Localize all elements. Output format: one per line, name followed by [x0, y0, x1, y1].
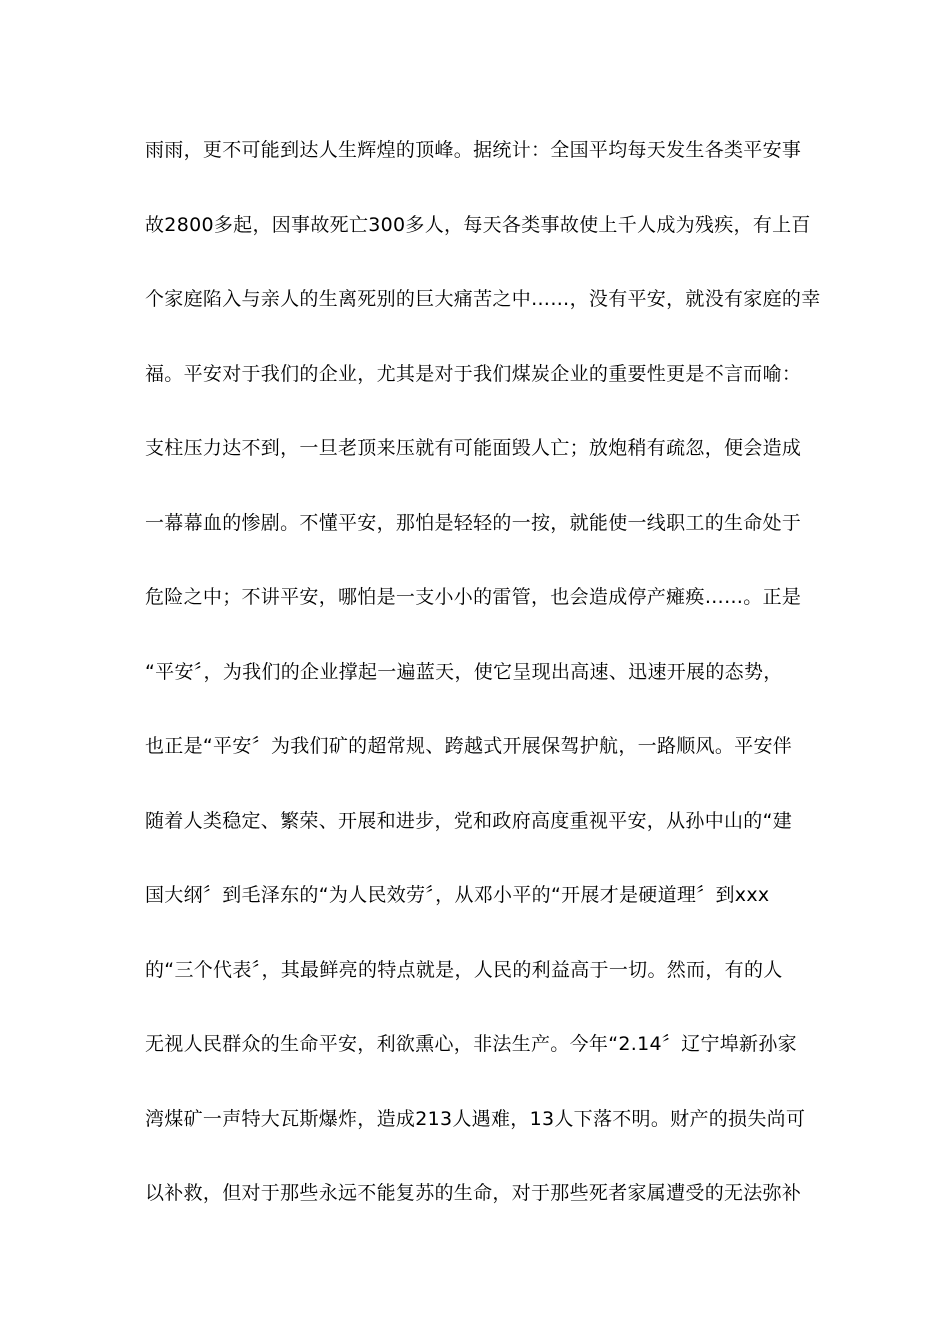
text-line: 随着人类稳定、繁荣、开展和进步，党和政府高度重视平安，从孙中山的“建	[145, 809, 793, 832]
text-line: 国大纲〞到毛泽东的“为人民效劳〞，从邓小平的“开展才是硬道理〞到xxx	[145, 884, 770, 906]
text-line: 个家庭陷入与亲人的生离死别的巨大痛苦之中……，没有平安，就没有家庭的幸	[145, 288, 821, 310]
text-line: 故2800多起，因事故死亡300多人，每天各类事故使上千人成为残疾，有上百	[145, 213, 811, 236]
text-line: 危险之中；不讲平安，哪怕是一支小小的雷管，也会造成停产瘫痪……。正是	[145, 586, 802, 608]
text-line: 支柱压力达不到，一旦老顶来压就有可能面毁人亡；放炮稍有疏忽，便会造成	[145, 437, 802, 459]
text-line: 的“三个代表〞，其最鲜亮的特点就是，人民的利益高于一切。然而，有的人	[145, 958, 783, 981]
text-line: 以补救，但对于那些永远不能复苏的生命，对于那些死者家属遭受的无法弥补	[145, 1182, 802, 1204]
text-line: 湾煤矿一声特大瓦斯爆炸，造成213人遇难，13人下落不明。财产的损失尚可	[145, 1107, 806, 1130]
text-line: 无视人民群众的生命平安，利欲熏心，非法生产。今年“2.14〞辽宁埠新孙家	[145, 1033, 797, 1055]
text-line: 福。平安对于我们的企业，尤其是对于我们煤炭企业的重要性更是不言而喻：	[145, 362, 802, 385]
text-line: 雨雨，更不可能到达人生辉煌的顶峰。据统计：全国平均每天发生各类平安事	[145, 139, 802, 161]
text-line: 也正是“平安〞为我们矿的超常规、跨越式开展保驾护航，一路顺风。平安伴	[145, 735, 793, 757]
text-line: 一幕幕血的惨剧。不懂平安，那怕是轻轻的一按，就能使一线职工的生命处于	[145, 511, 802, 534]
text-line: “平安〞，为我们的企业撑起一遍蓝天，使它呈现出高速、迅速开展的态势，	[145, 660, 783, 683]
body-text	[145, 130, 821, 1248]
